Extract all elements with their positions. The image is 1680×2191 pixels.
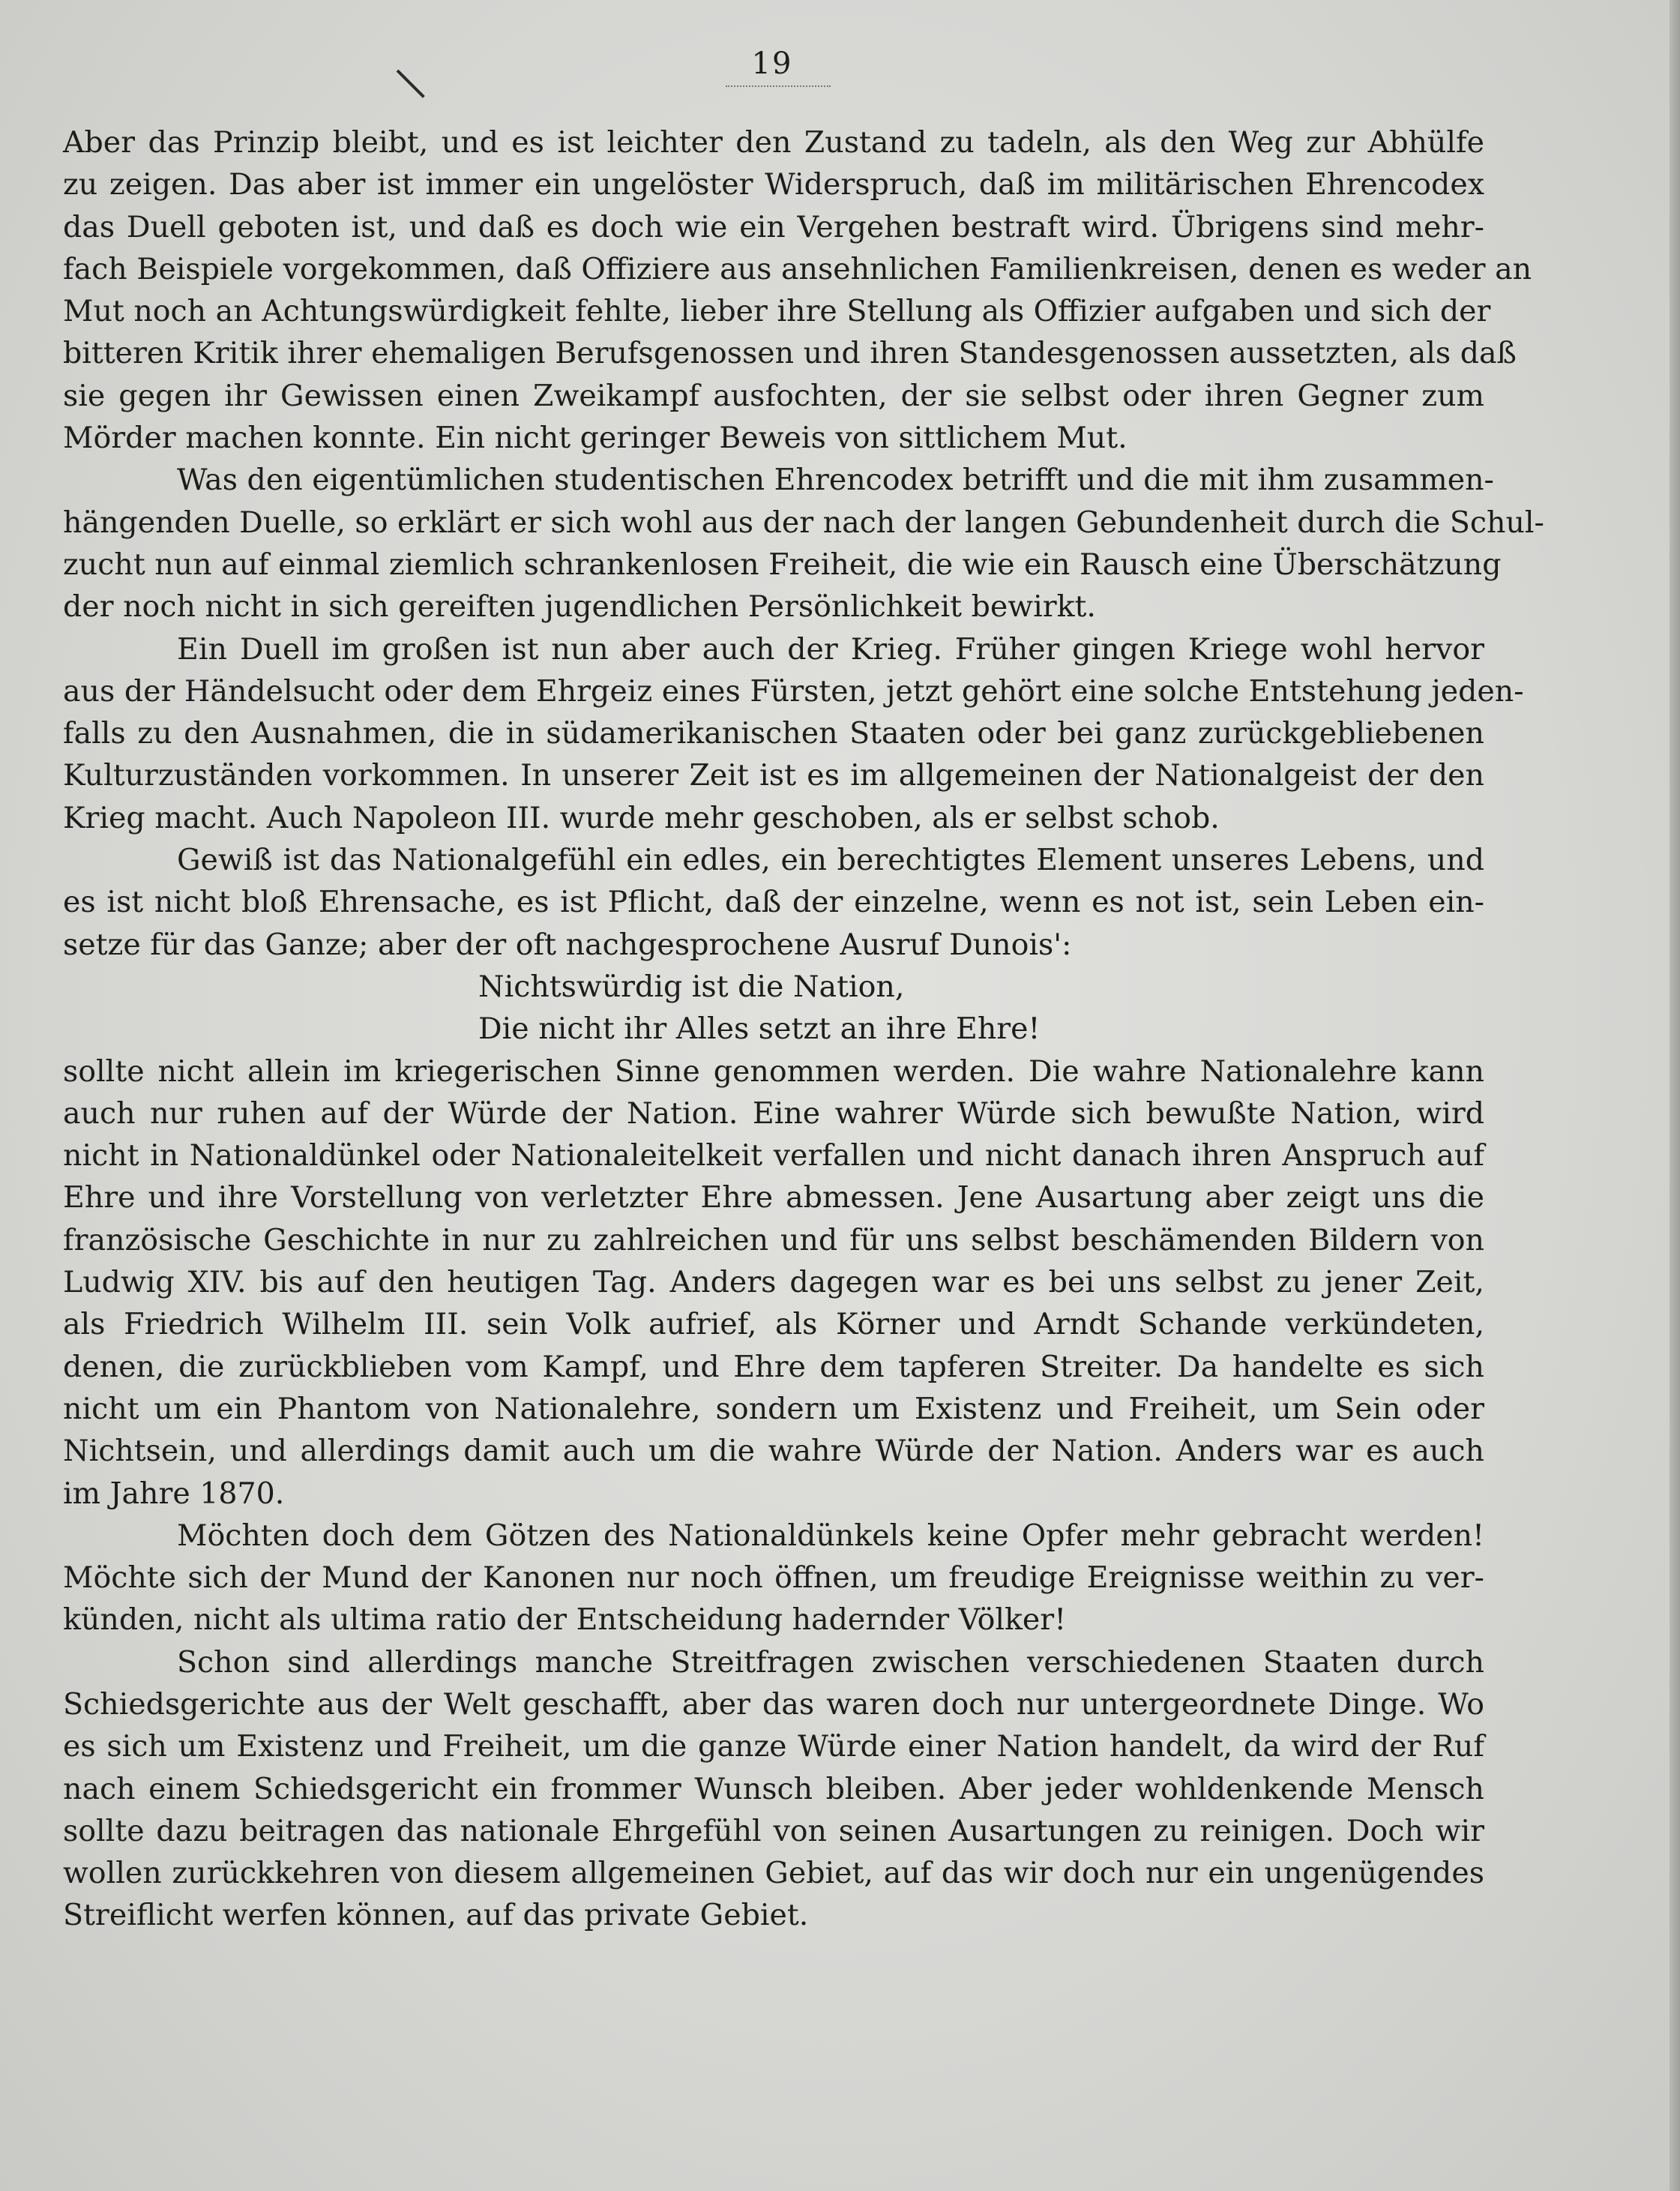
page-number-rule xyxy=(726,85,831,88)
text-line: hängenden Duelle, so erklärt er sich wohl aus der nach der langen Gebundenheit durch die Schul- xyxy=(63,505,1544,540)
text-line: es ist nicht bloß Ehrensache, es ist Pflicht, daß der einzelne, wenn es not ist, sein Leben ein- xyxy=(63,885,1484,920)
paragraph-3 xyxy=(63,628,1524,839)
text-line: sie gegen ihr Gewissen einen Zweikampf ausfochten, der sie selbst oder ihren Gegner zum xyxy=(63,378,1484,413)
text-line: auch nur ruhen auf der Würde der Nation. Eine wahrer Würde sich bewußte Nation, wird xyxy=(63,1096,1484,1131)
text-line: zucht nun auf einmal ziemlich schrankenlosen Freiheit, die wie ein Rausch eine Überschätzung xyxy=(63,547,1502,582)
text-line: Schiedsgerichte aus der Welt geschafft, aber das waren doch nur untergeordnete Dinge. Wo xyxy=(63,1686,1484,1722)
verse-quote xyxy=(63,966,1484,1051)
text-line: Was den eigentümlichen studentischen Ehrencodex betrifft und die mit ihm zusammen- xyxy=(177,463,1494,498)
text-line: im Jahre 1870. xyxy=(63,1476,285,1511)
text-line: Mut noch an Achtungswürdigkeit fehlte, lieber ihre Stellung als Offizier aufgaben und sich der xyxy=(63,294,1491,329)
text-line: zu zeigen. Das aber ist immer ein ungelöster Widerspruch, daß im militärischen Ehrencodex xyxy=(63,167,1484,202)
text-line: französische Geschichte in nur zu zahlreichen und für uns selbst beschämenden Bildern von xyxy=(63,1222,1484,1257)
text-line: es sich um Existenz und Freiheit, um die ganze Würde einer Nation handelt, da wird der Ruf xyxy=(63,1729,1484,1764)
text-line: nicht in Nationaldünkel oder Nationaleitelkeit verfallen und nicht danach ihren Anspruch auf xyxy=(63,1138,1484,1173)
text-line: bitteren Kritik ihrer ehemaligen Berufsgenossen und ihren Standesgenossen aussetzten, als daß xyxy=(63,336,1517,371)
text-line: nach einem Schiedsgericht ein frommer Wunsch bleiben. Aber jeder wohldenkende Mensch xyxy=(63,1771,1484,1806)
text-line: denen, die zurückblieben vom Kampf, und Ehre dem tapferen Streiter. Da handelte es sich xyxy=(63,1349,1484,1384)
verse-line: Nichtswürdig ist die Nation, xyxy=(478,969,905,1004)
text-line: Kulturzuständen vorkommen. In unserer Zeit ist es im allgemeinen der Nationalgeist der den xyxy=(63,758,1484,793)
text-line: wollen zurückkehren von diesem allgemeinen Gebiet, auf das wir doch nur ein ungenügendes xyxy=(63,1856,1484,1891)
text-line: Ein Duell im großen ist nun aber auch der Krieg. Früher gingen Kriege wohl hervor xyxy=(177,631,1484,667)
text-line: aus der Händelsucht oder dem Ehrgeiz eines Fürsten, jetzt gehört eine solche Entstehung jeden- xyxy=(63,673,1524,709)
text-line: nicht um ein Phantom von Nationalehre, sondern um Existenz und Freiheit, um Sein oder xyxy=(63,1391,1484,1426)
text-line: als Friedrich Wilhelm III. sein Volk aufrief, als Körner und Arndt Schande verkündeten, xyxy=(63,1307,1484,1342)
text-line: der noch nicht in sich gereiften jugendlichen Persönlichkeit bewirkt. xyxy=(63,589,1096,625)
text-line: falls zu den Ausnahmen, die in südamerikanischen Staaten oder bei ganz zurückgebliebenen xyxy=(63,716,1484,751)
text-line: Nichtsein, und allerdings damit auch um die wahre Würde der Nation. Anders war es auch xyxy=(63,1434,1484,1469)
text-line: künden, nicht als ultima ratio der Entscheidung hadernder Völker! xyxy=(63,1602,1067,1638)
paragraph-1 xyxy=(63,121,1532,459)
text-line: Möchten doch dem Götzen des Nationaldünkels keine Opfer mehr gebracht werden! xyxy=(177,1518,1484,1553)
text-line: sollte dazu beitragen das nationale Ehrgefühl von seinen Ausartungen zu reinigen. Doch wir xyxy=(63,1813,1484,1848)
text-line: setze für das Ganze; aber der oft nachgesprochene Ausruf Dunois': xyxy=(63,927,1072,962)
text-line: fach Beispiele vorgekommen, daß Offiziere aus ansehnlichen Familienkreisen, denen es weder an xyxy=(63,251,1532,286)
paragraph-5 xyxy=(63,1051,1484,1515)
text-line: Aber das Prinzip bleibt, und es ist leichter den Zustand zu tadeln, als den Weg zur Abhülfe xyxy=(63,125,1484,160)
text-line: sollte nicht allein im kriegerischen Sinne genommen werden. Die wahre Nationalehre kann xyxy=(63,1054,1484,1089)
text-line: das Duell geboten ist, und daß es doch wie ein Vergehen bestraft wird. Übrigens sind mehr- xyxy=(63,209,1484,244)
paragraph-7 xyxy=(63,1641,1484,1937)
body-text xyxy=(63,121,1544,1937)
text-line: Krieg macht. Auch Napoleon III. wurde mehr geschoben, als er selbst schob. xyxy=(63,800,1220,835)
text-line: Gewiß ist das Nationalgefühl ein edles, ein berechtigtes Element unseres Lebens, und xyxy=(177,843,1484,878)
paragraph-6 xyxy=(63,1515,1484,1641)
text-line: Mörder machen konnte. Ein nicht geringer Beweis von sittlichem Mut. xyxy=(63,421,1127,456)
text-line: Möchte sich der Mund der Kanonen nur noch öffnen, um freudige Ereignisse weithin zu ver- xyxy=(63,1560,1484,1596)
verse-line: Die nicht ihr Alles setzt an ihre Ehre! xyxy=(478,1012,1041,1047)
text-line: Ehre und ihre Vorstellung von verletzter Ehre abmessen. Jene Ausartung aber zeigt uns die xyxy=(63,1180,1484,1215)
page-number: 19 xyxy=(751,46,793,81)
text-line: Schon sind allerdings manche Streitfragen zwischen verschiedenen Staaten durch xyxy=(177,1644,1484,1680)
page-edge-shadow xyxy=(1670,0,1680,2191)
text-line: Ludwig XIV. bis auf den heutigen Tag. Anders dagegen war es bei uns selbst zu jener Zeit, xyxy=(63,1265,1484,1300)
text-line: Streiflicht werfen können, auf das private Gebiet. xyxy=(63,1898,809,1933)
paragraph-4 xyxy=(63,839,1484,966)
paragraph-2 xyxy=(63,459,1544,628)
